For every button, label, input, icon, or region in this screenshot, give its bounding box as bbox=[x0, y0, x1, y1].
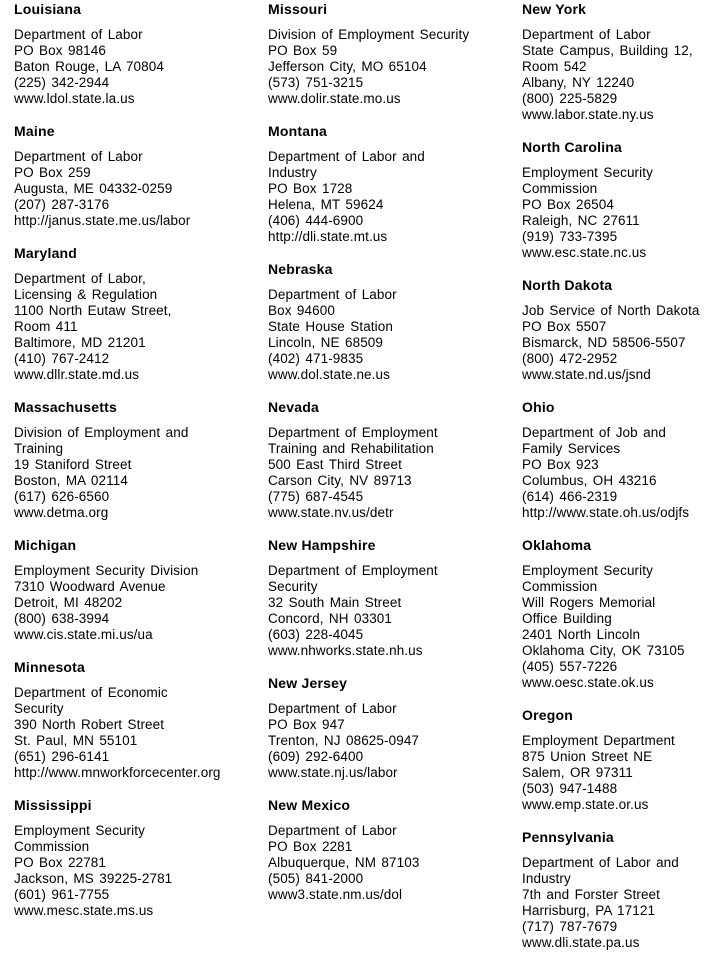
entry-line: Jackson, MS 39225-2781 bbox=[14, 871, 173, 886]
entry-line: Department of Labor bbox=[268, 823, 397, 838]
entry-line: (775) 687-4545 bbox=[268, 489, 364, 504]
entry-line: Lincoln, NE 68509 bbox=[268, 335, 384, 350]
entry-line: Baton Rouge, LA 70804 bbox=[14, 59, 164, 74]
state-entry bbox=[268, 261, 520, 383]
entry-line: (505) 841-2000 bbox=[268, 871, 364, 886]
entry-line: (800) 472-2952 bbox=[522, 351, 618, 366]
entry-line: (601) 961-7755 bbox=[14, 887, 110, 902]
entry-line: Security bbox=[14, 701, 64, 716]
entry-line: www.esc.state.nc.us bbox=[522, 245, 647, 260]
entry-line: (609) 292-6400 bbox=[268, 749, 364, 764]
state-name-heading: New Jersey bbox=[268, 675, 348, 691]
entry-line: Industry bbox=[268, 165, 317, 180]
entry-line: Department of Labor, bbox=[14, 271, 146, 286]
state-name-heading: Louisiana bbox=[14, 1, 82, 17]
entry-line: Department of Labor bbox=[268, 287, 397, 302]
entry-line: (405) 557-7226 bbox=[522, 659, 618, 674]
entry-line: Department of Labor bbox=[14, 27, 143, 42]
entry-line: 1100 North Eutaw Street, bbox=[14, 303, 172, 318]
state-entry bbox=[14, 399, 266, 521]
entry-line: Department of Labor and bbox=[522, 855, 679, 870]
entry-line: (800) 225-5829 bbox=[522, 91, 618, 106]
entry-line: Boston, MA 02114 bbox=[14, 473, 128, 488]
entry-line: www.state.nv.us/detr bbox=[268, 505, 394, 520]
state-entry bbox=[268, 537, 520, 659]
entry-line: Commission bbox=[522, 579, 598, 594]
entry-line: 390 North Robert Street bbox=[14, 717, 165, 732]
entry-line: Department of Employment bbox=[268, 425, 438, 440]
state-name-heading: Oregon bbox=[522, 707, 573, 723]
entry-line: http://www.mnworkforcecenter.org bbox=[14, 765, 221, 780]
entry-line: State Campus, Building 12, bbox=[522, 43, 693, 58]
state-entry bbox=[522, 277, 721, 383]
entry-line: Security bbox=[268, 579, 318, 594]
entry-line: (800) 638-3994 bbox=[14, 611, 110, 626]
entry-line: www.dllr.state.md.us bbox=[14, 367, 140, 382]
entry-line: State House Station bbox=[268, 319, 393, 334]
entry-line: www.dli.state.pa.us bbox=[522, 935, 640, 950]
entry-line: Industry bbox=[522, 871, 571, 886]
state-entry bbox=[522, 537, 721, 691]
entry-line: www.dol.state.ne.us bbox=[268, 367, 390, 382]
entry-line: 19 Staniford Street bbox=[14, 457, 132, 472]
state-name-heading: Pennsylvania bbox=[522, 829, 614, 845]
entry-line: Employment Security bbox=[14, 823, 145, 838]
entry-line: PO Box 1728 bbox=[268, 181, 353, 196]
entry-line: www.nhworks.state.nh.us bbox=[268, 643, 423, 658]
entry-line: www3.state.nm.us/dol bbox=[268, 887, 403, 902]
entry-line: Office Building bbox=[522, 611, 612, 626]
entry-line: Albuquerque, NM 87103 bbox=[268, 855, 420, 870]
entry-line: Jefferson City, MO 65104 bbox=[268, 59, 427, 74]
entry-line: Department of Job and bbox=[522, 425, 666, 440]
entry-line: www.cis.state.mi.us/ua bbox=[14, 627, 153, 642]
entry-line: Commission bbox=[14, 839, 90, 854]
entry-line: Job Service of North Dakota bbox=[522, 303, 700, 318]
entry-line: PO Box 947 bbox=[268, 717, 345, 732]
entry-line: (402) 471-9835 bbox=[268, 351, 364, 366]
entry-line: www.state.nj.us/labor bbox=[268, 765, 398, 780]
entry-line: Detroit, MI 48202 bbox=[14, 595, 123, 610]
entry-line: www.dolir.state.mo.us bbox=[268, 91, 401, 106]
entry-line: Employment Security bbox=[522, 165, 653, 180]
entry-line: PO Box 98146 bbox=[14, 43, 107, 58]
entry-line: (406) 444-6900 bbox=[268, 213, 364, 228]
entry-line: PO Box 22781 bbox=[14, 855, 107, 870]
state-name-heading: North Dakota bbox=[522, 277, 613, 293]
entry-line: 32 South Main Street bbox=[268, 595, 402, 610]
entry-line: Department of Labor bbox=[522, 27, 651, 42]
entry-line: Will Rogers Memorial bbox=[522, 595, 656, 610]
entry-line: Department of Labor and bbox=[268, 149, 425, 164]
state-name-heading: Maine bbox=[14, 123, 55, 139]
entry-line: Raleigh, NC 27611 bbox=[522, 213, 640, 228]
state-entry bbox=[268, 797, 520, 903]
entry-line: 7310 Woodward Avenue bbox=[14, 579, 166, 594]
state-name-heading: New York bbox=[522, 1, 587, 17]
entry-line: Helena, MT 59624 bbox=[268, 197, 384, 212]
entry-line: (651) 296-6141 bbox=[14, 749, 110, 764]
entry-line: Salem, OR 97311 bbox=[522, 765, 633, 780]
entry-line: Room 411 bbox=[14, 319, 78, 334]
entry-line: Department of Economic bbox=[14, 685, 168, 700]
entry-line: 875 Union Street NE bbox=[522, 749, 653, 764]
entry-line: Training and Rehabilitation bbox=[268, 441, 434, 456]
entry-line: Room 542 bbox=[522, 59, 587, 74]
entry-line: Augusta, ME 04332-0259 bbox=[14, 181, 173, 196]
entry-line: www.detma.org bbox=[14, 505, 109, 520]
entry-line: Trenton, NJ 08625-0947 bbox=[268, 733, 420, 748]
state-entry bbox=[522, 707, 721, 813]
entry-line: (225) 342-2944 bbox=[14, 75, 110, 90]
state-entry bbox=[268, 1, 520, 107]
entry-line: Department of Employment bbox=[268, 563, 438, 578]
entry-line: Harrisburg, PA 17121 bbox=[522, 903, 656, 918]
entry-line: (207) 287-3176 bbox=[14, 197, 110, 212]
state-entry bbox=[522, 399, 721, 521]
state-entry bbox=[522, 139, 721, 261]
entry-line: (573) 751-3215 bbox=[268, 75, 364, 90]
entry-line: Commission bbox=[522, 181, 598, 196]
state-name-heading: Massachusetts bbox=[14, 399, 117, 415]
state-name-heading: New Mexico bbox=[268, 797, 351, 813]
entry-line: Albany, NY 12240 bbox=[522, 75, 635, 90]
state-name-heading: Oklahoma bbox=[522, 537, 592, 553]
state-name-heading: Montana bbox=[268, 123, 327, 139]
entry-line: Baltimore, MD 21201 bbox=[14, 335, 146, 350]
state-entry bbox=[268, 675, 520, 781]
entry-line: (717) 787-7679 bbox=[522, 919, 618, 934]
entry-line: Box 94600 bbox=[268, 303, 335, 318]
state-entry bbox=[522, 829, 721, 951]
entry-line: www.emp.state.or.us bbox=[522, 797, 649, 812]
state-entry bbox=[14, 537, 266, 643]
entry-line: Training bbox=[14, 441, 64, 456]
state-name-heading: Michigan bbox=[14, 537, 77, 553]
entry-line: Employment Security Division bbox=[14, 563, 199, 578]
directory-column-3 bbox=[522, 1, 721, 967]
entry-line: 500 East Third Street bbox=[268, 457, 402, 472]
entry-line: (410) 767-2412 bbox=[14, 351, 110, 366]
state-name-heading: Missouri bbox=[268, 1, 328, 17]
entry-line: PO Box 5507 bbox=[522, 319, 607, 334]
entry-line: Family Services bbox=[522, 441, 621, 456]
entry-line: Department of Labor bbox=[268, 701, 397, 716]
state-entry bbox=[522, 1, 721, 123]
entry-line: http://janus.state.me.us/labor bbox=[14, 213, 191, 228]
entry-line: Carson City, NV 89713 bbox=[268, 473, 412, 488]
state-name-heading: Mississippi bbox=[14, 797, 92, 813]
entry-line: Employment Security bbox=[522, 563, 653, 578]
state-entry bbox=[14, 245, 266, 383]
state-name-heading: Nevada bbox=[268, 399, 320, 415]
entry-line: (614) 466-2319 bbox=[522, 489, 618, 504]
entry-line: www.mesc.state.ms.us bbox=[14, 903, 154, 918]
entry-line: (919) 733-7395 bbox=[522, 229, 618, 244]
entry-line: www.ldol.state.la.us bbox=[14, 91, 135, 106]
state-entry bbox=[14, 659, 266, 781]
entry-line: PO Box 59 bbox=[268, 43, 338, 58]
directory-column-1 bbox=[14, 1, 266, 935]
entry-line: PO Box 2281 bbox=[268, 839, 353, 854]
entry-line: http://dli.state.mt.us bbox=[268, 229, 388, 244]
entry-line: Columbus, OH 43216 bbox=[522, 473, 657, 488]
entry-line: Employment Department bbox=[522, 733, 675, 748]
entry-line: Concord, NH 03301 bbox=[268, 611, 393, 626]
entry-line: (603) 228-4045 bbox=[268, 627, 364, 642]
entry-line: Division of Employment Security bbox=[268, 27, 470, 42]
directory-column-2 bbox=[268, 1, 520, 919]
entry-line: PO Box 923 bbox=[522, 457, 599, 472]
entry-line: (617) 626-6560 bbox=[14, 489, 110, 504]
entry-line: PO Box 259 bbox=[14, 165, 91, 180]
entry-line: PO Box 26504 bbox=[522, 197, 615, 212]
state-name-heading: Nebraska bbox=[268, 261, 333, 277]
state-name-heading: New Hampshire bbox=[268, 537, 376, 553]
state-entry bbox=[14, 797, 266, 919]
entry-line: http://www.state.oh.us/odjfs bbox=[522, 505, 690, 520]
entry-line: Division of Employment and bbox=[14, 425, 189, 440]
entry-line: St. Paul, MN 55101 bbox=[14, 733, 138, 748]
entry-line: Oklahoma City, OK 73105 bbox=[522, 643, 685, 658]
state-entry bbox=[268, 123, 520, 245]
entry-line: www.state.nd.us/jsnd bbox=[522, 367, 651, 382]
state-name-heading: North Carolina bbox=[522, 139, 623, 155]
entry-line: www.oesc.state.ok.us bbox=[522, 675, 654, 690]
entry-line: 2401 North Lincoln bbox=[522, 627, 641, 642]
entry-line: 7th and Forster Street bbox=[522, 887, 661, 902]
state-entry bbox=[14, 1, 266, 107]
state-entry bbox=[268, 399, 520, 521]
entry-line: Licensing & Regulation bbox=[14, 287, 158, 302]
entry-line: (503) 947-1488 bbox=[522, 781, 618, 796]
state-name-heading: Maryland bbox=[14, 245, 78, 261]
entry-line: www.labor.state.ny.us bbox=[522, 107, 654, 122]
state-entry bbox=[14, 123, 266, 229]
state-name-heading: Ohio bbox=[522, 399, 555, 415]
entry-line: Bismarck, ND 58506-5507 bbox=[522, 335, 686, 350]
state-name-heading: Minnesota bbox=[14, 659, 86, 675]
entry-line: Department of Labor bbox=[14, 149, 143, 164]
